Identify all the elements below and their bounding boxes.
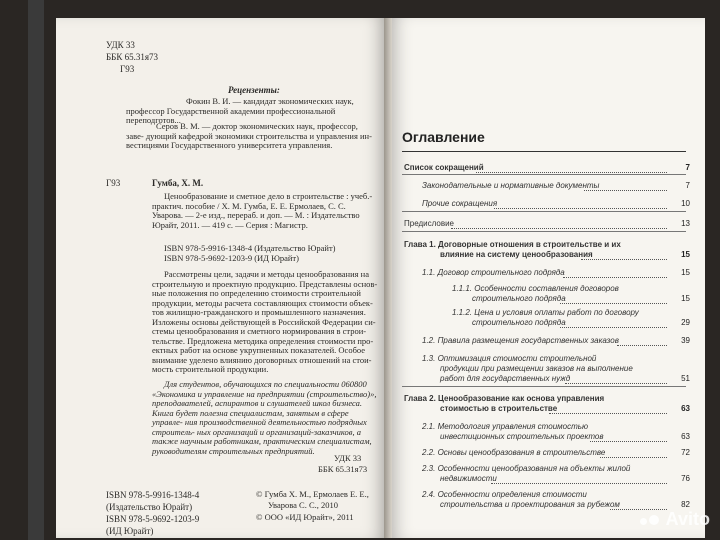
toc-page-number: 15 xyxy=(681,294,690,303)
toc-entry: 2.2. Основы ценообразования в строительстве xyxy=(422,448,606,457)
toc-page-number: 63 xyxy=(681,404,690,413)
avito-watermark xyxy=(640,509,710,530)
bibliographic-record: Ценообразование и сметное дело в строительстве : учеб.- практич. пособие / Х. М. Гумба, Е. Е. Ермолаев, С. С. Уварова. — 2-е изд., перераб. и доп. — М. : Издательство Юрайт, 2011. — 419 с. — Серия : Магистр. xyxy=(152,191,373,230)
toc-leader-dots xyxy=(584,189,667,191)
toc-entry: 2.3. Особенности ценообразования на объекты жилой xyxy=(422,464,631,473)
toc-page-number: 7 xyxy=(685,163,690,172)
toc-entry: 1.1. Договор строительного подряда xyxy=(422,268,565,277)
toc-leader-dots xyxy=(491,482,667,484)
reviewer-1: Фокин В. И. — кандидат экономических наук, профессор Государственной академии профессиональной переподготов... xyxy=(126,96,354,126)
toc-page-number: 63 xyxy=(681,432,690,441)
toc-title: Оглавление xyxy=(402,129,485,145)
toc-entry: строительства и проектирования за рубежом xyxy=(440,500,620,509)
toc-divider xyxy=(402,211,686,212)
toc-entry: Список сокращений xyxy=(404,163,484,172)
copyright-authors: © Гумба Х. М., Ермолаев Е. Е., xyxy=(256,489,369,499)
author-code: Г93 xyxy=(106,178,121,188)
toc-page-number: 15 xyxy=(681,268,690,277)
bbk-code-bottom: ББК 65.31я73 xyxy=(318,464,368,474)
copyright-publisher: © ООО «ИД Юрайт», 2011 xyxy=(256,512,354,522)
isbn-bottom-2: ISBN 978-5-9692-1203-9 xyxy=(106,514,200,524)
toc-leader-dots xyxy=(560,326,667,328)
abstract: Рассмотрены цели, задачи и методы ценообразования на строительную и проектную продукцию. Представлены основ- ные положения по определению стоимости строительной продукции, методы расчета составляющих стоимости объек- тов жилищно-гражданского и промышленного назначения. Изложены основы действующей в Российской Федерации си- стемы ценообразования и сметного нормирования в строи- тельстве. Предложена методика определения стоимости про- ектных работ на основе укрупненных показателей. Особое внимание уделено влиянию договорных отношений на стои- мость строительной продукции. xyxy=(152,269,378,375)
isbn-bottom-1: ISBN 978-5-9916-1348-4 xyxy=(106,490,200,500)
isbn-2: ISBN 978-5-9692-1203-9 (ИД Юрайт) xyxy=(164,253,299,263)
toc-leader-dots xyxy=(451,227,667,229)
toc-leader-dots xyxy=(565,382,667,384)
toc-leader-dots xyxy=(581,258,667,260)
toc-page-number: 10 xyxy=(681,199,690,208)
toc-divider xyxy=(402,386,686,387)
toc-entry: Глава 1. Договорные отношения в строительстве и их xyxy=(404,240,621,249)
toc-page-number: 15 xyxy=(681,250,690,259)
toc-entry: инвестиционных строительных проектов xyxy=(440,432,604,441)
toc-leader-dots xyxy=(494,207,667,209)
toc-entry: Прочие сокращения xyxy=(422,199,498,208)
reviewer-2: Серов В. М. — доктор экономических наук, профессор, заве- дующий кафедрой экономики строительства и управления ин- вестициями Государственного университета управления. xyxy=(126,121,372,151)
toc-entry: продукции при размещении заказов на выполнение xyxy=(440,364,633,373)
book-gutter xyxy=(384,18,392,538)
title-rule xyxy=(402,151,686,152)
toc-page-number: 82 xyxy=(681,500,690,509)
toc-leader-dots xyxy=(560,302,667,304)
toc-entry: Законодательные и нормативные документы xyxy=(422,181,600,190)
toc-entry: строительного подряда xyxy=(472,318,566,327)
toc-page-number: 51 xyxy=(681,374,690,383)
toc-page-number: 13 xyxy=(681,219,690,228)
reviewers-heading: Рецензенты: xyxy=(228,85,280,95)
toc-page-number: 72 xyxy=(681,448,690,457)
toc-leader-dots xyxy=(563,276,667,278)
toc-leader-dots xyxy=(549,412,667,414)
toc-entry: 1.1.2. Цена и условия оплаты работ по договору xyxy=(452,308,639,317)
author-mark: Г93 xyxy=(120,64,135,74)
toc-entry: недвижимости xyxy=(440,474,497,483)
toc-entry: 1.3. Оптимизация стоимости строительной xyxy=(422,354,597,363)
udk-code-bottom: УДК 33 xyxy=(334,453,362,463)
udk-code: УДК 33 xyxy=(106,40,135,50)
watermark-text: Avito xyxy=(665,509,710,529)
bbk-code: ББК 65.31я73 xyxy=(106,52,158,62)
toc-entry: Глава 2. Ценообразование как основа управления xyxy=(404,394,605,403)
toc-page-number: 76 xyxy=(681,474,690,483)
toc-leader-dots xyxy=(600,456,667,458)
toc-divider xyxy=(402,231,686,232)
toc-entry: стоимостью в строительстве xyxy=(440,404,558,413)
toc-leader-dots xyxy=(617,344,667,346)
toc-leader-dots xyxy=(590,440,667,442)
toc-page-number: 29 xyxy=(681,318,690,327)
toc-page-number: 39 xyxy=(681,336,690,345)
left-page xyxy=(56,18,384,538)
toc-entry: 2.1. Методология управления стоимостью xyxy=(422,422,588,431)
toc-entry: работ для государственных нужд xyxy=(440,374,571,383)
toc-entry: 2.4. Особенности определения стоимости xyxy=(422,490,587,499)
toc-entry: строительного подряда xyxy=(472,294,566,303)
toc-page-number: 7 xyxy=(685,181,690,190)
audience-note: Для студентов, обучающихся по специальности 060800 «Экономика и управление на предприятии (строительство)», преподавателей, аспирантов и слушателей школ бизнеса. Книга будет полезна специалистам, занятым в сфере управле- ния производственной деятельностью подрядных строитель- ных организаций и организаций-заказчиков, а также научным работникам, практическим специалистам, руководителям строительных предприятий. xyxy=(152,379,377,456)
toc-divider xyxy=(402,174,686,175)
author-name: Гумба, Х. М. xyxy=(152,178,204,188)
copyright-authors-year: Уварова С. С., 2010 xyxy=(268,500,338,510)
toc-entry: 1.2. Правила размещения государственных заказов xyxy=(422,336,619,345)
toc-entry: 1.1.1. Особенности составления договоров xyxy=(452,284,619,293)
toc-leader-dots xyxy=(476,171,667,173)
right-page xyxy=(392,18,705,538)
open-book xyxy=(40,10,715,538)
toc-entry: Предисловие xyxy=(404,219,454,228)
isbn-1: ISBN 978-5-9916-1348-4 (Издательство Юрайт) xyxy=(164,243,336,253)
isbn-bottom-2-publisher: (ИД Юрайт) xyxy=(106,526,154,536)
isbn-bottom-1-publisher: (Издательство Юрайт) xyxy=(106,502,193,512)
toc-entry: влияние на систему ценообразования xyxy=(440,250,593,259)
